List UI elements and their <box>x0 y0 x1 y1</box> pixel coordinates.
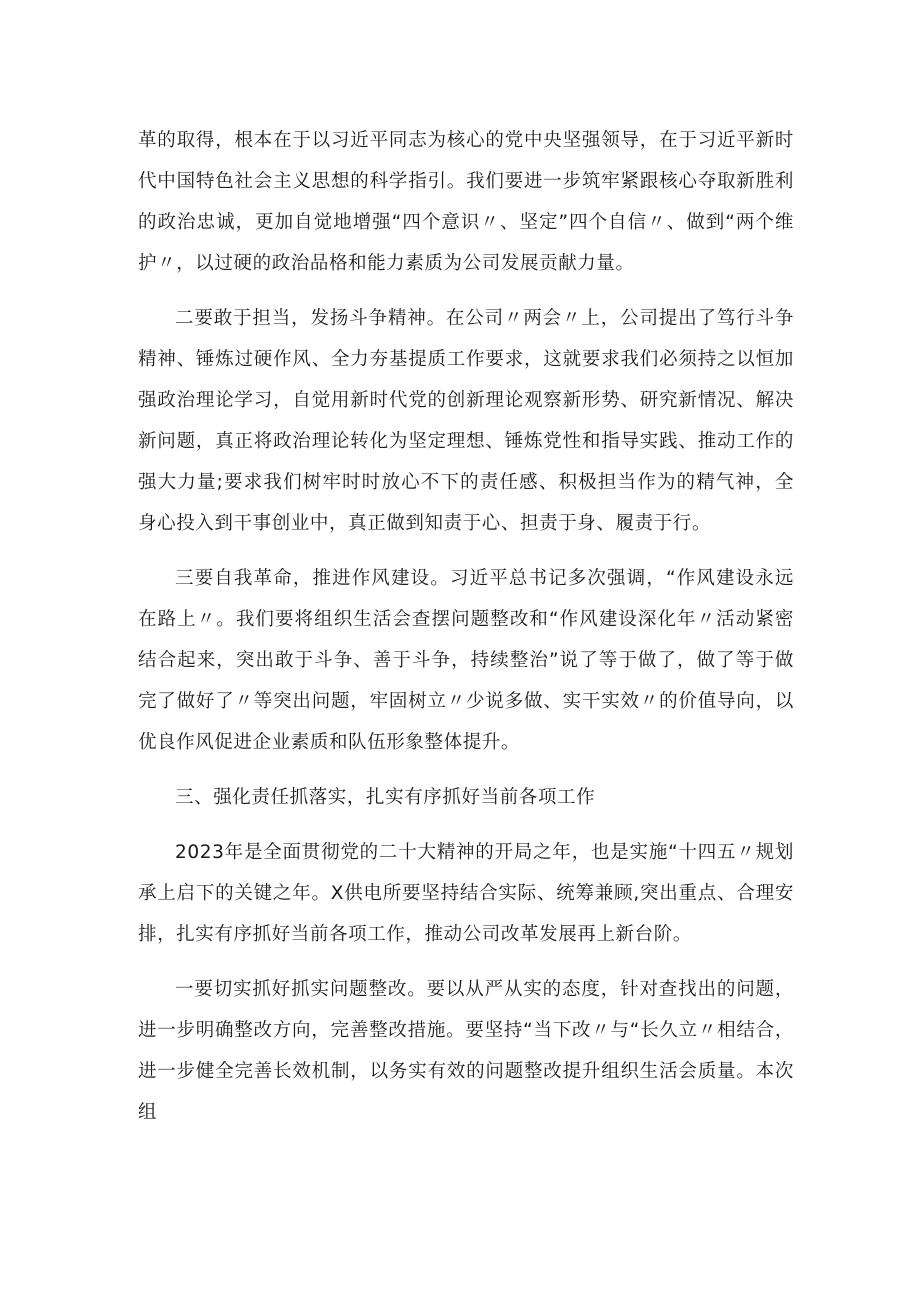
paragraph-3: 三要自我革命，推进作风建设。习近平总书记多次强调，“作风建设永远在路上〃。我们要将组织生活会查摆问题整改和“作风建设深化年〃活动紧密结合起来，突出敢于斗争、善于斗争，持续整治”说了等于做了，做了等于做完了做好了〃等突出问题，牢固树立〃少说多做、实干实效〃的价值导向，以优良作风促进企业素质和队伍形象整体提升。 <box>138 568 794 753</box>
paragraph-5: 一要切实抓好抓实问题整改。要以从严从实的态度，针对查找出的问题，进一步明确整改方向，完善整改措施。要坚持“当下改〃与“长久立〃相结合，进一步健全完善长效机制，以务实有效的问题整改提升组织生活会质量。本次组 <box>138 979 794 1123</box>
paragraph-4: 2023年是全面贯彻党的二十大精神的开局之年，也是实施“十四五〃规划承上启下的关键之年。X供电所要坚持结合实际、统筹兼顾,突出重点、合理安排，扎实有序抓好当前各项工作，推动公司改革发展再上新台阶。 <box>138 842 794 945</box>
paragraph-2: 二要敢于担当，发扬斗争精神。在公司〃两会〃上，公司提出了笃行斗争精神、锤炼过硬作风、全力夯基提质工作要求，这就要求我们必须持之以恒加强政治理论学习，自觉用新时代党的创新理论观察新形势、研究新情况、解决新问题，真正将政治理论转化为坚定理想、锤炼党性和指导实践、推动工作的强大力量;要求我们树牢时时放心不下的责任感、积极担当作为的精气神，全身心投入到干事创业中，真正做到知责于心、担责于身、履责于行。 <box>138 308 794 534</box>
paragraph-1: 革的取得，根本在于以习近平同志为核心的党中央坚强领导，在于习近平新时代中国特色社会主义思想的科学指引。我们要进一步筑牢紧跟核心夺取新胜利的政治忠诚，更加自觉地增强“四个意识〃、坚定”四个自信〃、做到“两个维护〃，以过硬的政治品格和能力素质为公司发展贡献力量。 <box>138 130 794 274</box>
section-heading-3: 三、强化责任抓落实，扎实有序抓好当前各项工作 <box>175 787 596 808</box>
document-body <box>138 120 794 1147</box>
